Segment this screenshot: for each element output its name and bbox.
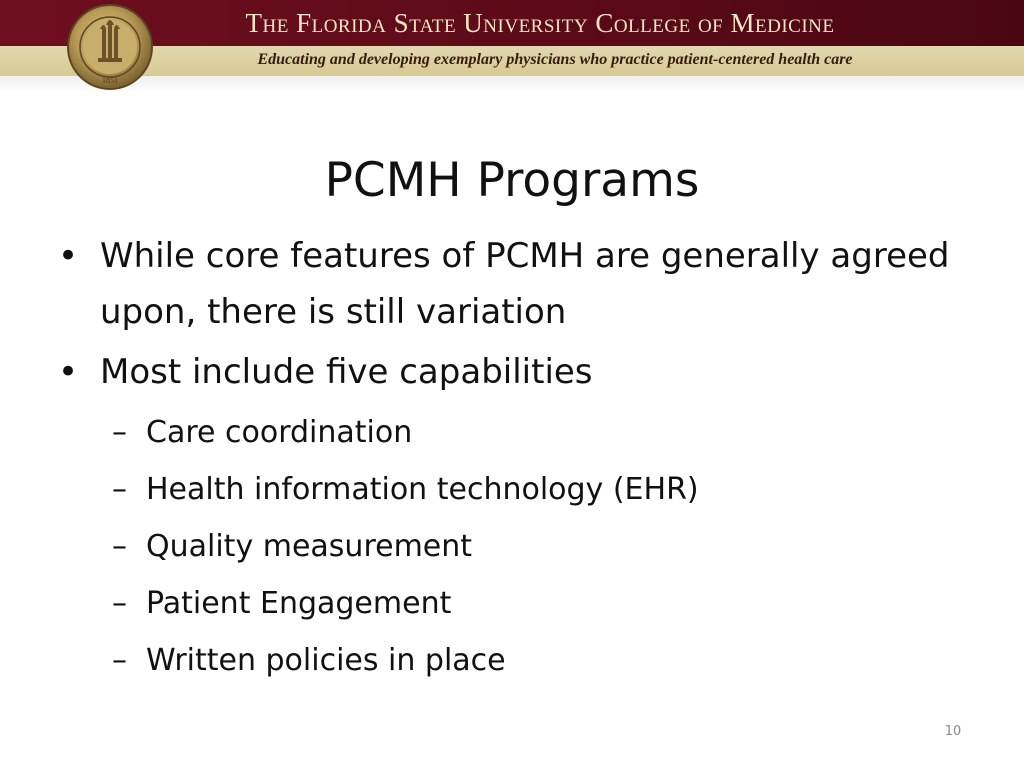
seal-year: 1851 bbox=[102, 76, 118, 85]
sub-bullet-item bbox=[58, 575, 958, 632]
university-seal-icon bbox=[66, 3, 154, 91]
slide-header bbox=[0, 0, 1024, 93]
sub-bullet-group bbox=[58, 404, 958, 689]
bullet-dot-icon: • bbox=[58, 236, 79, 276]
sub-bullet-item bbox=[58, 461, 958, 518]
sub-bullet-text: Care coordination bbox=[146, 415, 413, 450]
bullet-item bbox=[58, 344, 958, 400]
sub-bullet-text: Patient Engagement bbox=[146, 586, 452, 621]
sub-bullet-list bbox=[58, 404, 958, 689]
college-title: The Florida State University College of Medicine bbox=[245, 8, 835, 38]
dash-icon: – bbox=[112, 586, 127, 621]
page-number: 10 bbox=[944, 724, 962, 739]
bullet-text: Most include five capabilities bbox=[100, 352, 593, 392]
college-tagline: Educating and developing exemplary physicians who practice patient-centered health care bbox=[257, 51, 853, 68]
bullet-item bbox=[58, 228, 958, 340]
sub-bullet-item bbox=[58, 404, 958, 461]
bullet-dot-icon: • bbox=[58, 352, 79, 392]
slide-title: PCMH Programs bbox=[324, 153, 700, 208]
bullet-text: While core features of PCMH are generally agreed upon, there is still variation bbox=[100, 236, 950, 332]
sub-bullet-item bbox=[58, 518, 958, 575]
dash-icon: – bbox=[112, 415, 127, 450]
dash-icon: – bbox=[112, 643, 127, 678]
dash-icon: – bbox=[112, 472, 127, 507]
sub-bullet-text: Written policies in place bbox=[146, 643, 506, 678]
dash-icon: – bbox=[112, 529, 127, 564]
sub-bullet-item bbox=[58, 632, 958, 689]
sub-bullet-text: Health information technology (EHR) bbox=[146, 472, 699, 507]
sub-bullet-text: Quality measurement bbox=[146, 529, 473, 564]
bullet-list bbox=[58, 228, 958, 689]
